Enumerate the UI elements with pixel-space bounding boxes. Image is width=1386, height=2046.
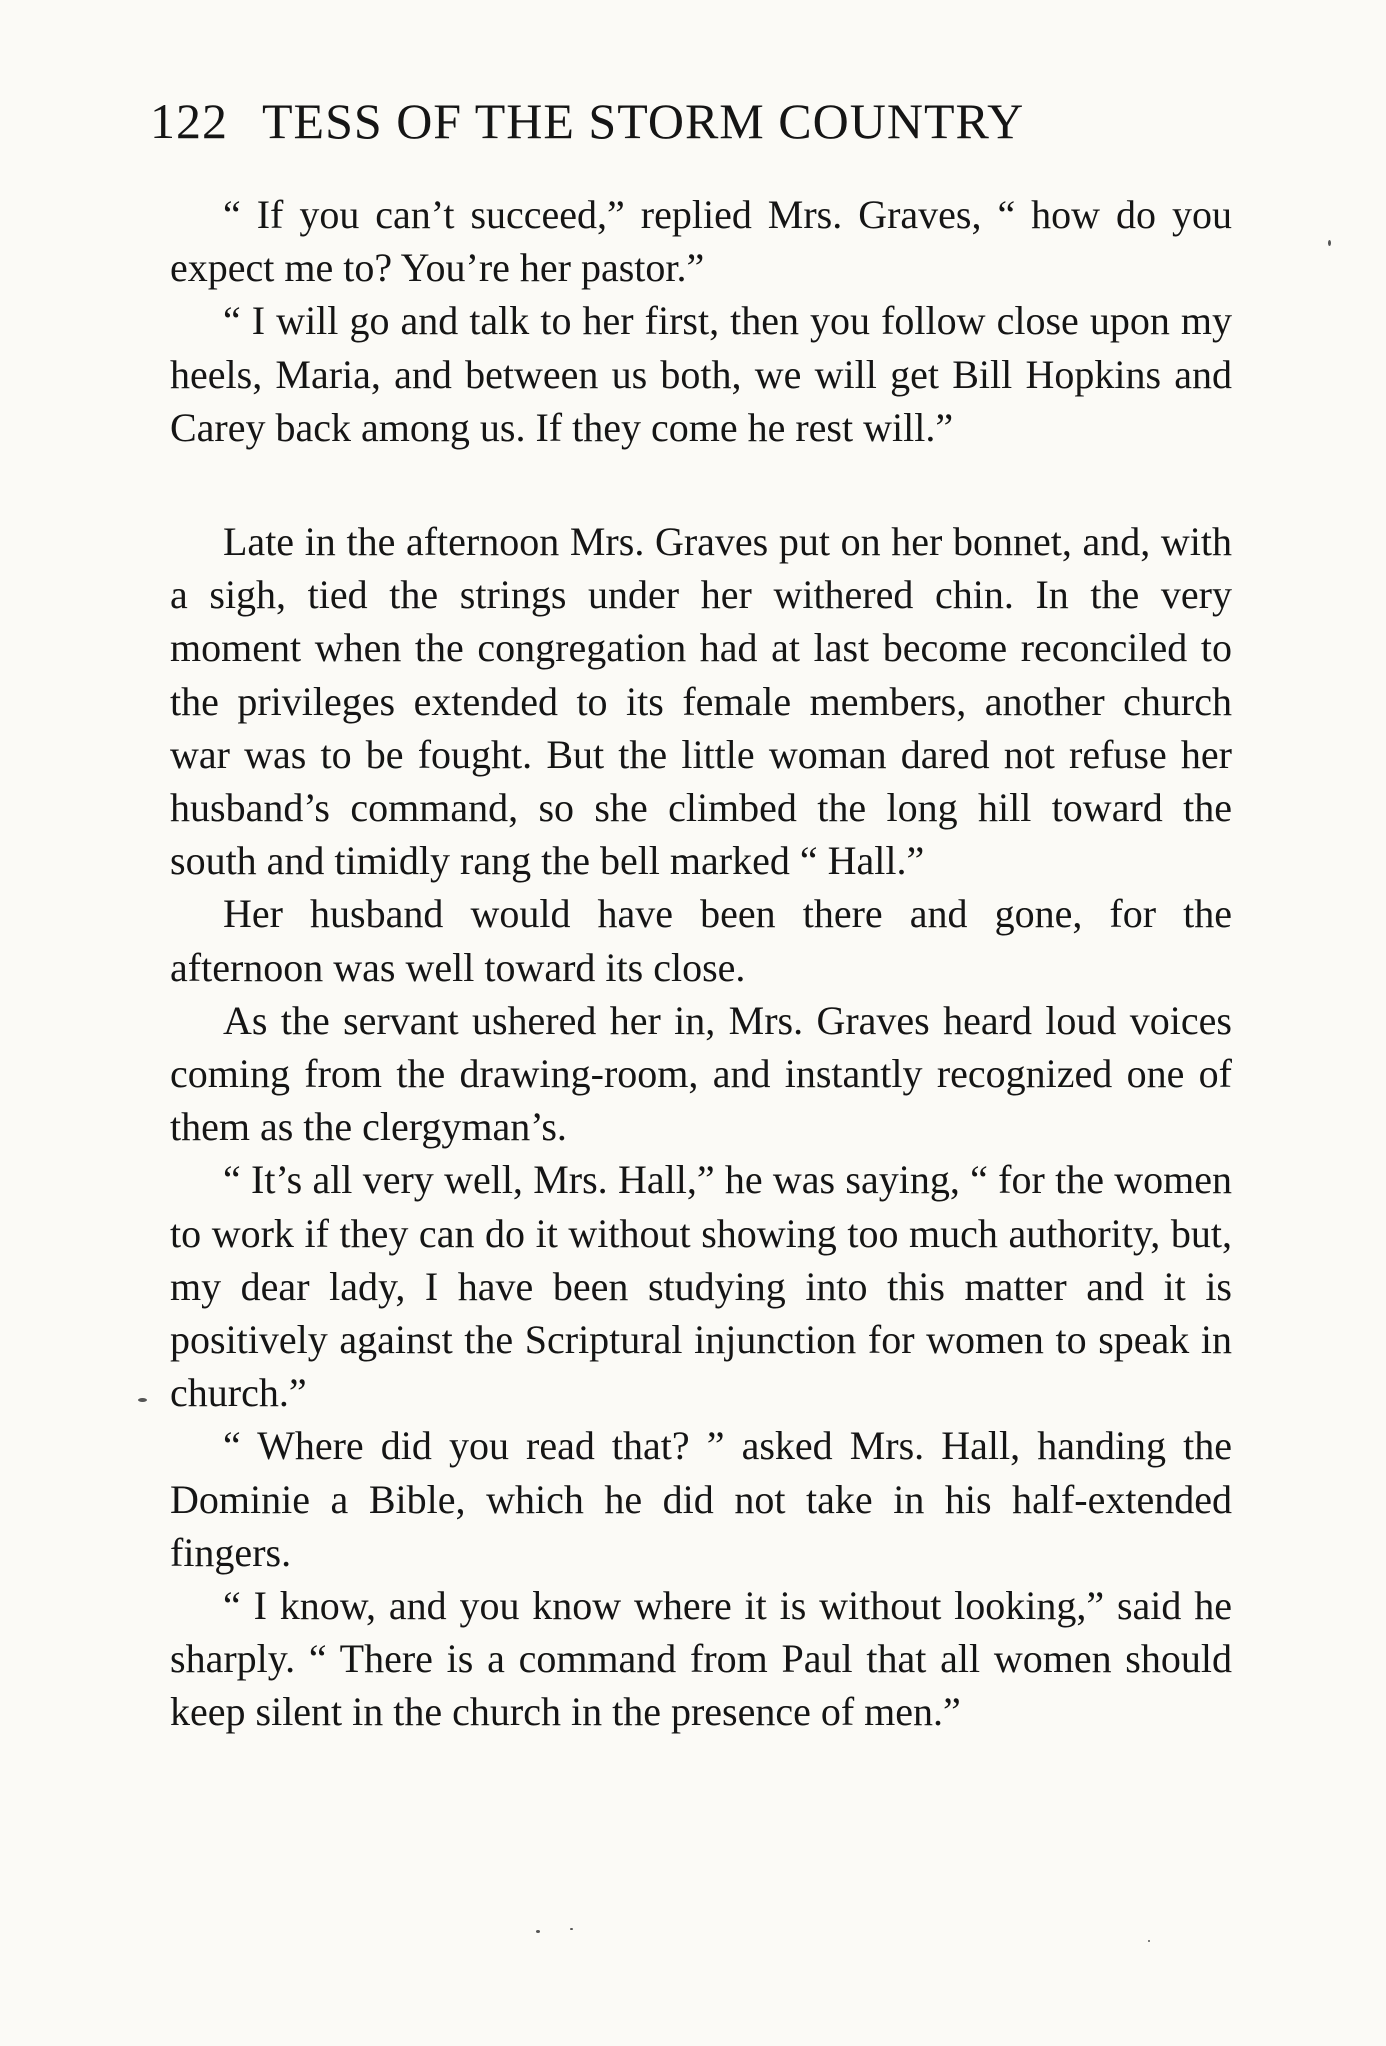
paragraph: “ It’s all very well, Mrs. Hall,” he was saying, “ for the women to work if they can do it without showing too much authority, but, my dear lady, I have been studying into this matter and it is positively against the Scriptural injunction for women to speak in church.” bbox=[170, 1157, 1232, 1416]
print-speck bbox=[138, 1398, 147, 1402]
running-head bbox=[150, 93, 1240, 149]
text-block bbox=[170, 188, 1232, 1739]
page-number: 122 bbox=[150, 93, 228, 149]
paragraph: As the servant ushered her in, Mrs. Graves heard loud voices coming from the drawing-room, and instantly recognized one of them as the clergyman’s. bbox=[170, 997, 1232, 1150]
paragraph: “ I will go and talk to her first, then you follow close upon my heels, Maria, and between us both, we will get Bill Hopkins and Carey back among us. If they come he rest will.” bbox=[170, 298, 1232, 450]
print-speck bbox=[1148, 1940, 1150, 1942]
paragraph: “ Where did you read that? ” asked Mrs. Hall, handing the Dominie a Bible, which he did not take in his half-extended fingers. bbox=[170, 1423, 1232, 1575]
print-speck bbox=[1328, 240, 1331, 246]
paragraph: “ I know, and you know where it is without looking,” said he sharply. “ There is a command from Paul that all women should keep silent in the church in the presence of men.” bbox=[170, 1583, 1232, 1735]
paragraph: Her husband would have been there and gone, for the afternoon was well toward its close. bbox=[170, 891, 1232, 990]
print-speck bbox=[570, 1928, 573, 1930]
paragraph: “ If you can’t succeed,” replied Mrs. Graves, “ how do you expect me to? You’re her pastor.” bbox=[170, 192, 1232, 291]
print-speck bbox=[536, 1930, 540, 1933]
running-title: TESS OF THE STORM COUNTRY bbox=[262, 93, 1025, 149]
paragraph: Late in the afternoon Mrs. Graves put on her bonnet, and, with a sigh, tied the strings under her withered chin. In the very moment when the congregation had at last become reconciled to the privileges extended to its female members, another church war was to be fought. But the little woman dared not refuse her husband’s command, so she climbed the long hill toward the south and timidly rang the bell marked “ Hall.” bbox=[170, 519, 1232, 884]
section-break bbox=[170, 454, 1232, 515]
